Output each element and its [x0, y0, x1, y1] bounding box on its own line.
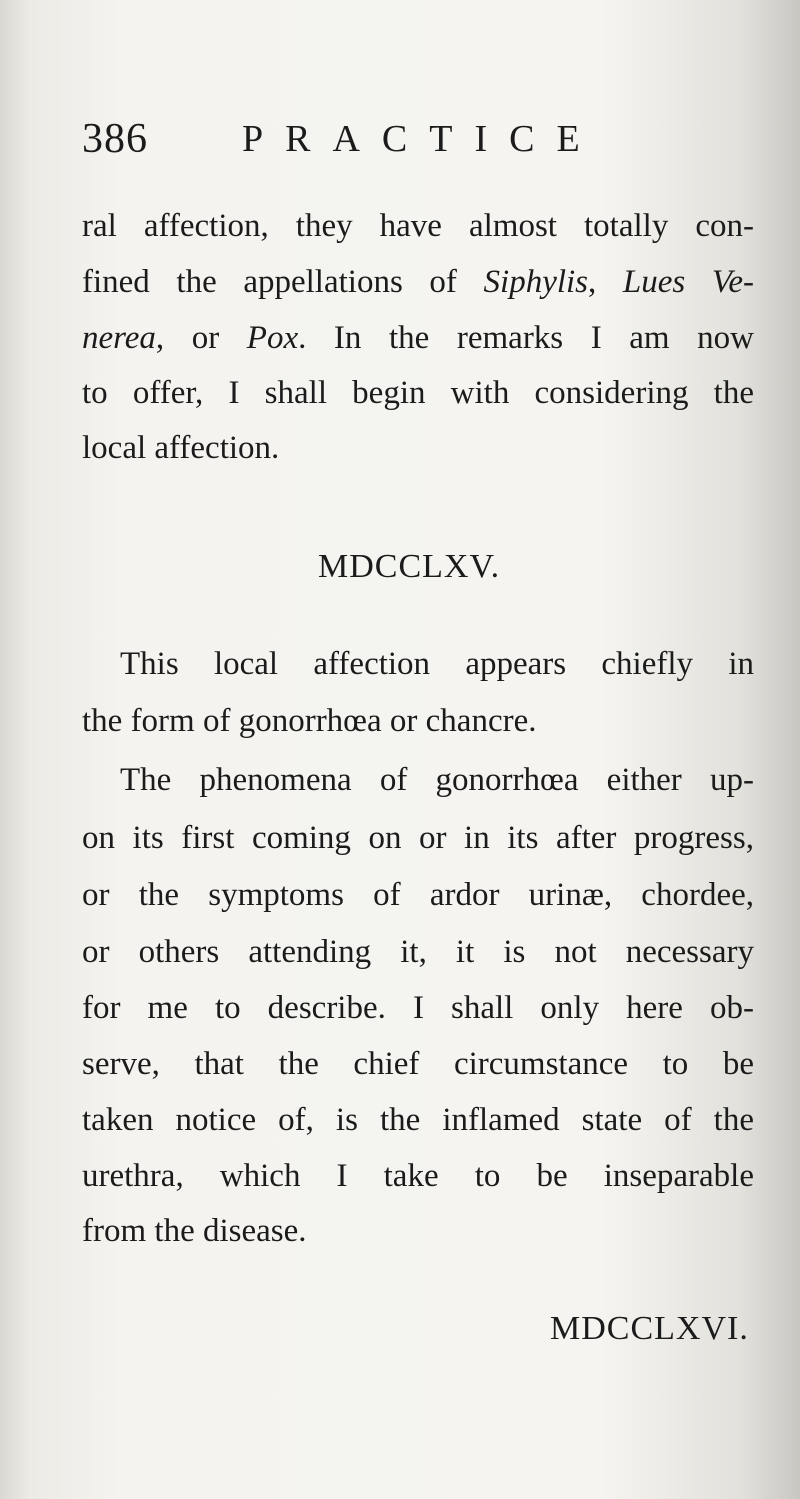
para3-line2: on its first coming on or in its after progress, — [82, 820, 754, 856]
para1-line2-text: fined the appellations of — [82, 264, 484, 300]
term-lues-venerea: Lues Ve- — [622, 264, 754, 300]
section-heading-mdcclxv: MDCCLXV. — [318, 548, 501, 585]
section-heading-mdcclxvi: MDCCLXVI. — [550, 1310, 749, 1347]
para1-line2-sep: , — [588, 264, 623, 300]
para3-line9: from the disease. — [82, 1213, 307, 1249]
para1-line1: ral affection, they have almost totally con- — [82, 208, 754, 244]
para3-line3: or the symptoms of ardor urinæ, chordee, — [82, 877, 754, 913]
term-pox: Pox — [246, 320, 299, 356]
page-number: 386 — [82, 116, 148, 162]
para1-line3-text: . In the remarks I am now — [298, 320, 754, 356]
para1-line3 — [82, 320, 754, 357]
para3-line4: or others attending it, it is not necessary — [82, 934, 754, 970]
para1-line3-sep: , or — [155, 320, 247, 356]
para1-line4: to offer, I shall begin with considering the — [82, 375, 754, 411]
page-header — [82, 115, 642, 175]
para1-line5: local affection. — [82, 430, 280, 466]
para3-line8: urethra, which I take to be inseparable — [82, 1158, 754, 1194]
para1-line2 — [82, 264, 754, 301]
term-siphylis: Siphylis — [483, 264, 589, 300]
running-head: PRACTICE — [242, 118, 602, 160]
para3-line1: The phenomena of gonorrhœa either up- — [120, 762, 754, 798]
term-nerea: nerea — [82, 320, 156, 356]
para3-line7: taken notice of, is the inflamed state of the — [82, 1102, 754, 1138]
para2-line1: This local affection appears chiefly in — [120, 646, 754, 682]
para2-line2: the form of gonorrhœa or chancre. — [82, 703, 537, 739]
para3-line5: for me to describe. I shall only here ob- — [82, 990, 754, 1026]
para3-line6: serve, that the chief circumstance to be — [82, 1046, 754, 1082]
